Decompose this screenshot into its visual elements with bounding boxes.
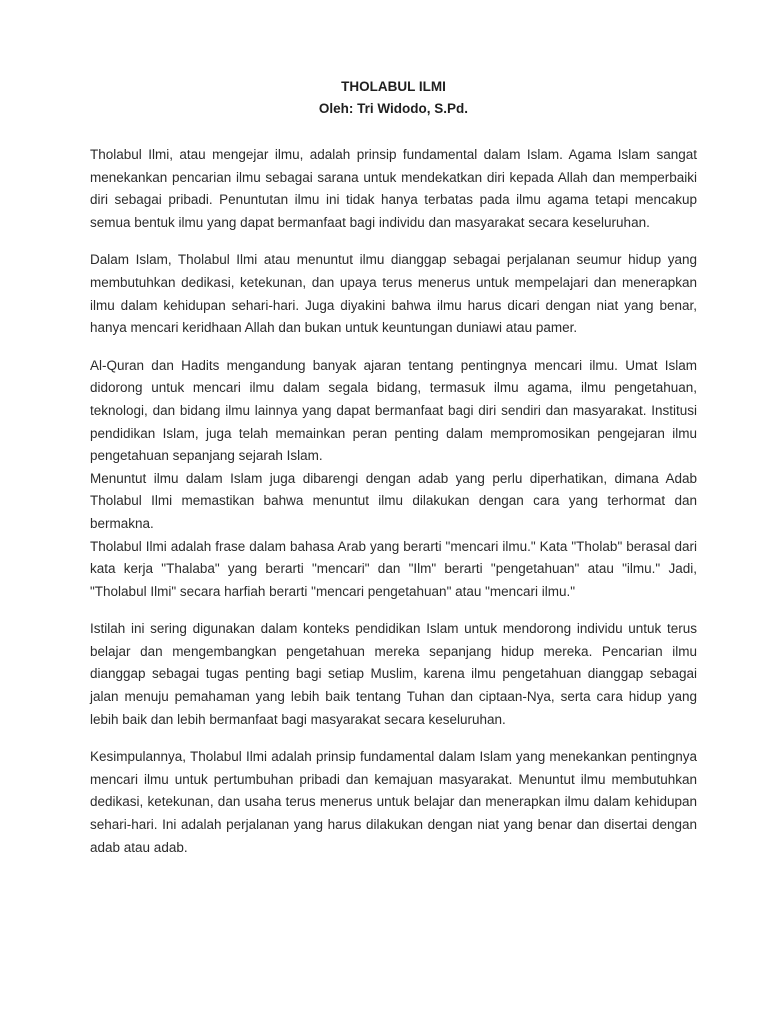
- paragraph-5: Tholabul Ilmi adalah frase dalam bahasa Arab yang berarti "mencari ilmu." Kata "Tholab" berasal dari kata kerja "Thalaba" yang berarti "mencari" dan "Ilm" berarti "pengetahuan" atau "ilmu." Jadi, "Tholabul Ilmi" secara harfiah berarti "mencari pengetahuan" atau "mencari ilmu.": [90, 538, 697, 599]
- paragraph-3: Al-Quran dan Hadits mengandung banyak ajaran tentang pentingnya mencari ilmu. Umat Islam didorong untuk mencari ilmu dalam segala bidang, termasuk ilmu agama, ilmu pengetahuan, teknologi, dan bidang ilmu lainnya yang dapat bermanfaat bagi diri sendiri dan masyarakat. Institusi pendidikan Islam, juga telah memainkan peran penting dalam mempromosikan pengejaran ilmu pengetahuan sepanjang sejarah Islam.: [90, 357, 697, 464]
- paragraph-6: Istilah ini sering digunakan dalam konteks pendidikan Islam untuk mendorong individu untuk terus belajar dan mengembangkan pengetahuan mereka sepanjang hidup mereka. Pencarian ilmu dianggap sebagai tugas penting bagi setiap Muslim, karena ilmu pengetahuan dianggap sebagai jalan menuju pemahaman yang lebih baik tentang Tuhan dan ciptaan-Nya, serta cara hidup yang lebih baik dan lebih bermanfaat bagi masyarakat secara keseluruhan.: [90, 621, 697, 727]
- document-title: THOLABUL ILMI: [341, 79, 446, 94]
- document-page: [90, 76, 697, 859]
- paragraph-1: Tholabul Ilmi, atau mengejar ilmu, adalah prinsip fundamental dalam Islam. Agama Islam sangat menekankan pencarian ilmu sebagai sarana untuk mendekatkan diri kepada Allah dan memperbaiki diri sebagai pribadi. Penuntutan ilmu ini tidak hanya terbatas pada ilmu agama tetapi mencakup semua bentuk ilmu yang dapat bermanfaat bagi individu dan masyarakat secara keseluruhan.: [90, 147, 697, 230]
- paragraph-4: Menuntut ilmu dalam Islam juga dibarengi dengan adab yang perlu diperhatikan, dimana Adab Tholabul Ilmi memastikan bahwa menuntut ilmu dilakukan dengan cara yang terhormat dan bermakna.: [90, 470, 697, 531]
- paragraph-7: Kesimpulannya, Tholabul Ilmi adalah prinsip fundamental dalam Islam yang menekankan pentingnya mencari ilmu untuk pertumbuhan pribadi dan kemajuan masyarakat. Menuntut ilmu membutuhkan dedikasi, ketekunan, dan usaha terus menerus untuk belajar dan menerapkan ilmu dalam kehidupan sehari-hari. Ini adalah perjalanan yang harus dilakukan dengan niat yang benar dan disertai dengan adab atau adab.: [90, 749, 697, 855]
- paragraph-2: Dalam Islam, Tholabul Ilmi atau menuntut ilmu dianggap sebagai perjalanan seumur hidup yang membutuhkan dedikasi, ketekunan, dan upaya terus menerus untuk mempelajari dan menerapkan ilmu dalam kehidupan sehari-hari. Juga diyakini bahwa ilmu harus dicari dengan niat yang benar, hanya mencari keridhaan Allah dan bukan untuk keuntungan duniawi atau pamer.: [90, 252, 697, 336]
- document-author: Oleh: Tri Widodo, S.Pd.: [318, 101, 469, 116]
